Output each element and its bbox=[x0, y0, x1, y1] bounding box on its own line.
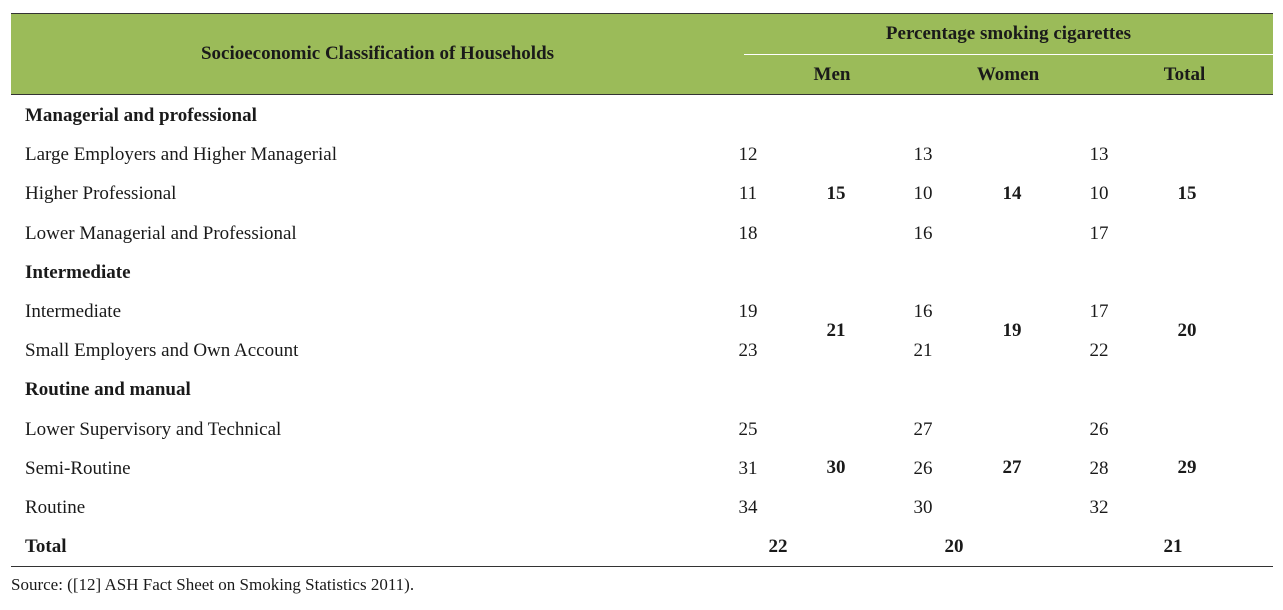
table-row bbox=[11, 214, 1273, 253]
group-total-cell: 14 bbox=[1002, 183, 1022, 204]
value-cell: 28 bbox=[1089, 457, 1109, 479]
value-cell: 26 bbox=[913, 457, 933, 479]
classification-header: Socioeconomic Classification of Households bbox=[200, 43, 555, 64]
table-row bbox=[11, 488, 1273, 527]
table-row bbox=[11, 174, 1273, 213]
row-label: Semi-Routine bbox=[25, 457, 131, 479]
table-bottom-rule bbox=[11, 566, 1273, 567]
value-cell: 10 bbox=[913, 183, 933, 205]
header-divider bbox=[744, 54, 1273, 55]
column-header-women: Women bbox=[976, 64, 1040, 85]
row-label: Small Employers and Own Account bbox=[25, 340, 299, 362]
group-total-cell: 21 bbox=[826, 320, 846, 342]
row-label: Routine bbox=[25, 497, 86, 518]
value-cell: 13 bbox=[1089, 144, 1109, 166]
table-row bbox=[11, 331, 1273, 370]
group-total-cell: 19 bbox=[1002, 320, 1022, 342]
row-label: Intermediate bbox=[25, 301, 122, 322]
value-cell: 26 bbox=[1089, 418, 1109, 440]
value-cell: 16 bbox=[913, 301, 933, 322]
table-row bbox=[11, 135, 1273, 174]
value-cell: 21 bbox=[913, 340, 933, 362]
value-cell: 31 bbox=[738, 457, 758, 479]
value-cell: 19 bbox=[738, 301, 758, 322]
group-total-cell: 15 bbox=[826, 183, 846, 204]
row-label: Lower Supervisory and Technical bbox=[25, 418, 282, 440]
value-cell: 12 bbox=[738, 144, 758, 166]
table-header bbox=[11, 13, 1273, 95]
value-cell: 34 bbox=[738, 497, 758, 518]
value-cell: 32 bbox=[1089, 497, 1109, 518]
source-note: Source: ([12] ASH Fact Sheet on Smoking Statistics 2011). bbox=[11, 575, 415, 594]
total-value-cell: 21 bbox=[1163, 536, 1183, 558]
value-cell: 17 bbox=[1089, 301, 1109, 322]
group-total-cell: 30 bbox=[826, 457, 846, 479]
value-cell: 10 bbox=[1089, 183, 1109, 205]
row-label: Higher Professional bbox=[25, 183, 177, 205]
group-total-cell: 15 bbox=[1177, 183, 1197, 204]
group-heading-row bbox=[11, 96, 1273, 135]
group-heading: Intermediate bbox=[25, 261, 131, 283]
value-cell: 18 bbox=[738, 222, 758, 244]
column-header-men: Men bbox=[813, 64, 851, 85]
total-label: Total bbox=[25, 536, 67, 558]
value-cell: 22 bbox=[1089, 340, 1109, 362]
row-label: Large Employers and Higher Managerial bbox=[25, 144, 337, 166]
row-label: Lower Managerial and Professional bbox=[25, 222, 297, 244]
value-cell: 17 bbox=[1089, 222, 1109, 244]
table-row bbox=[11, 410, 1273, 449]
total-row bbox=[11, 527, 1273, 566]
value-cell: 27 bbox=[913, 418, 933, 440]
percentage-header: Percentage smoking cigarettes bbox=[885, 23, 1132, 44]
value-cell: 16 bbox=[913, 222, 933, 244]
group-heading: Managerial and professional bbox=[25, 105, 257, 126]
value-cell: 25 bbox=[738, 418, 758, 440]
value-cell: 23 bbox=[738, 340, 758, 362]
value-cell: 11 bbox=[738, 183, 758, 205]
column-header-total: Total bbox=[1163, 64, 1206, 85]
group-heading: Routine and manual bbox=[25, 379, 191, 401]
table-row bbox=[11, 292, 1273, 331]
value-cell: 30 bbox=[913, 497, 933, 518]
table-row bbox=[11, 449, 1273, 488]
total-value-cell: 22 bbox=[768, 536, 788, 558]
value-cell: 13 bbox=[913, 144, 933, 166]
total-value-cell: 20 bbox=[944, 536, 964, 558]
group-heading-row bbox=[11, 253, 1273, 292]
group-total-cell: 20 bbox=[1177, 320, 1197, 342]
group-total-cell: 29 bbox=[1177, 457, 1197, 479]
group-total-cell: 27 bbox=[1002, 457, 1022, 479]
group-heading-row bbox=[11, 370, 1273, 409]
